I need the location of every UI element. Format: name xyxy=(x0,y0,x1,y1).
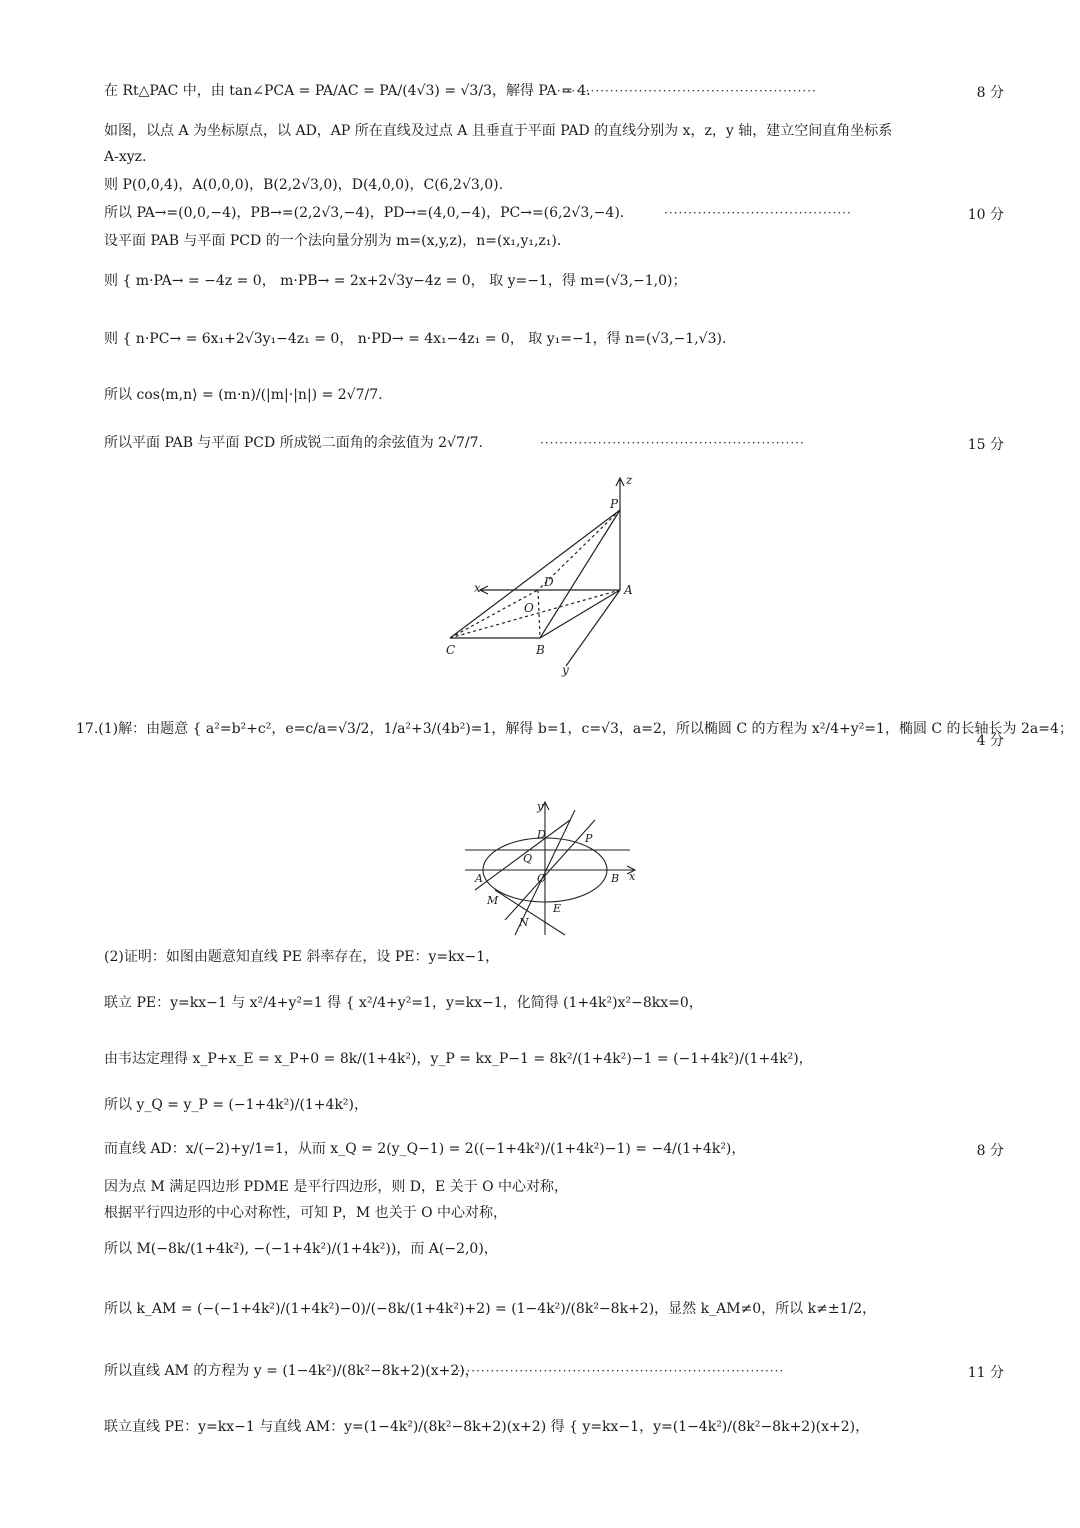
text-line-4: 则 P(0,0,4)，A(0,0,0)，B(2,2√3,0)，D(4,0,0)，C(6,2√3,0). xyxy=(104,177,504,193)
text-line-5: 所以 PA→=(0,0,−4)，PB→=(2,2√3,−4)，PD→=(4,0,−4)，PC→=(6,2√3,−4). xyxy=(104,205,625,221)
label-d: D xyxy=(537,828,546,841)
text-line-8: 则 { n·PC→ = 6x₁+2√3y₁−4z₁ = 0， n·PD→ = 4x₁−4z₁ = 0， 取 y₁=−1，得 n=(√3,−1,√3). xyxy=(104,331,727,347)
text-line-20: 所以 k_AM = (−(−1+4k²)/(1+4k²)−0)/(−8k/(1+4k²)+2) = (1−4k²)/(8k²−8k+2)，显然 k_AM≠0，所以 k≠±1/2， xyxy=(104,1301,877,1317)
score-8: 8 分 xyxy=(976,85,1004,101)
text-line-15: 所以 y_Q = y_P = (−1+4k²)/(1+4k²)， xyxy=(104,1097,369,1113)
text-line-1: 在 Rt△PAC 中，由 tan∠PCA = PA/AC = PA/(4√3) = √3/3，解得 PA = 4. xyxy=(104,83,591,99)
label-a: A xyxy=(624,583,633,597)
text-line-10: 所以平面 PAB 与平面 PCD 所成锐二面角的余弦值为 2√7/7. xyxy=(104,435,483,451)
label-c: C xyxy=(446,643,456,657)
text-line-17: 因为点 M 满足四边形 PDME 是平行四边形，则 D，E 关于 O 中心对称， xyxy=(104,1179,569,1195)
pyramid-figure xyxy=(440,470,660,680)
text-line-2: 如图，以点 A 为坐标原点，以 AD，AP 所在直线及过点 A 且垂直于平面 PAD 的直线分别为 x，z，y 轴，建立空间直角坐标系 xyxy=(104,123,893,139)
text-line-18: 根据平行四边形的中心对称性，可知 P，M 也关于 O 中心对称， xyxy=(104,1205,508,1221)
text-line-21: 所以直线 AM 的方程为 y = (1−4k²)/(8k²−8k+2)(x+2)， xyxy=(104,1363,479,1379)
label-p: P xyxy=(610,497,619,511)
leader-dots: ······················································· xyxy=(552,84,817,98)
score-8b: 8 分 xyxy=(976,1143,1004,1159)
diag-db xyxy=(538,590,540,638)
leader-dots: ····································································· xyxy=(452,1364,785,1378)
score-4: 4 分 xyxy=(976,733,1004,749)
leader-dots: ······················································· xyxy=(540,436,805,450)
text-line-13: 联立 PE：y=kx−1 与 x²/4+y²=1 得 { x²/4+y²=1，y=kx−1，化简得 (1+4k²)x²−8kx=0， xyxy=(104,995,703,1011)
text-line-9: 所以 cos⟨m,n⟩ = (m·n)/(|m|·|n|) = 2√7/7. xyxy=(104,387,383,403)
edge-pc xyxy=(450,510,620,638)
label-o: O xyxy=(524,601,534,615)
label-m: M xyxy=(487,894,499,907)
score-11: 11 分 xyxy=(967,1365,1004,1381)
leader-dots: ······································· xyxy=(664,206,852,220)
text-line-14: 由韦达定理得 x_P+x_E = x_P+0 = 8k/(1+4k²)，y_P = kx_P−1 = 8k²/(1+4k²)−1 = (−1+4k²)/(1+4k²)， xyxy=(104,1051,813,1067)
label-y: y xyxy=(537,800,544,813)
text-line-11: 17.(1)解：由题意 { a²=b²+c²，e=c/a=√3/2，1/a²+3/(4b²)=1，解得 b=1，c=√3，a=2，所以椭圆 C 的方程为 x²/4+y²=1，椭圆 C 的长轴长为 2a=4； xyxy=(76,721,1073,737)
text-line-22: 联立直线 PE：y=kx−1 与直线 AM：y=(1−4k²)/(8k²−8k+2)(x+2) 得 { y=kx−1，y=(1−4k²)/(8k²−8k+2)(x+2)， xyxy=(104,1419,870,1435)
label-y: y xyxy=(562,663,569,677)
label-z: z xyxy=(626,473,633,487)
score-10: 10 分 xyxy=(967,207,1004,223)
label-x: x xyxy=(629,870,636,883)
label-e: E xyxy=(553,902,562,915)
label-q: Q xyxy=(523,852,533,865)
label-p: P xyxy=(585,832,593,845)
label-x: x xyxy=(474,581,481,595)
label-n: N xyxy=(519,916,529,929)
label-b: B xyxy=(611,872,620,885)
text-line-6: 设平面 PAB 与平面 PCD 的一个法向量分别为 m=(x,y,z)，n=(x₁,y₁,z₁). xyxy=(104,233,562,249)
y-axis xyxy=(566,590,620,666)
text-line-16: 而直线 AD：x/(−2)+y/1=1，从而 x_Q = 2(y_Q−1) = 2((−1+4k²)/(1+4k²)−1) = −4/(1+4k²)， xyxy=(104,1141,746,1157)
label-b: B xyxy=(536,643,545,657)
ellipse-figure xyxy=(465,800,645,940)
text-line-3: A-xyz. xyxy=(104,149,147,165)
text-line-19: 所以 M(−8k/(1+4k²), −(−1+4k²)/(1+4k²))，而 A(−2,0)， xyxy=(104,1241,498,1257)
text-line-12: (2)证明：如图由题意知直线 PE 斜率存在，设 PE：y=kx−1， xyxy=(104,949,500,965)
text-line-7: 则 { m·PA→ = −4z = 0， m·PB→ = 2x+2√3y−4z = 0， 取 y=−1，得 m=(√3,−1,0)； xyxy=(104,273,687,289)
label-a: A xyxy=(475,872,483,885)
label-d: D xyxy=(544,575,554,589)
diag-ca xyxy=(450,590,620,638)
label-o: O xyxy=(537,872,547,885)
score-15: 15 分 xyxy=(967,437,1004,453)
edge-ba xyxy=(540,590,620,638)
edge-pb xyxy=(540,510,620,638)
